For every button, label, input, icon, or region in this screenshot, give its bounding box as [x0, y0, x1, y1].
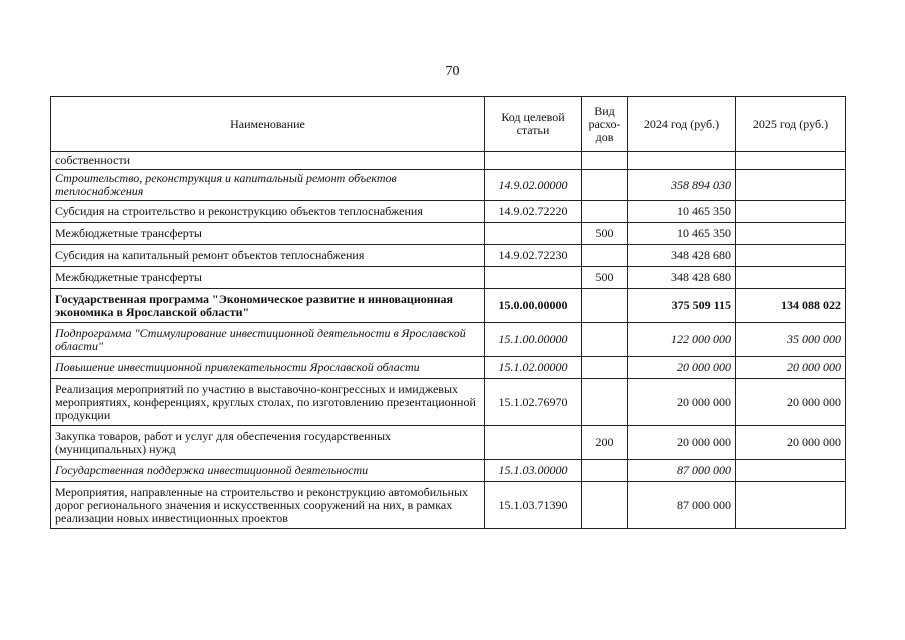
cell-kind [582, 152, 628, 170]
cell-code: 15.1.00.00000 [485, 323, 582, 357]
cell-name: Межбюджетные трансферты [51, 267, 485, 289]
cell-2024: 87 000 000 [628, 482, 736, 529]
cell-2025 [736, 482, 846, 529]
cell-kind: 500 [582, 267, 628, 289]
table-row [51, 170, 846, 201]
cell-name: Мероприятия, направленные на строительство и реконструкцию автомобильных дорог регионального значения и искусственных сооружений на них, в рамках реализации новых инвестиционных проектов [51, 482, 485, 529]
cell-code [485, 426, 582, 460]
cell-2025 [736, 245, 846, 267]
cell-name: собственности [51, 152, 485, 170]
cell-name: Повышение инвестиционной привлекательности Ярославской области [51, 357, 485, 379]
cell-name: Государственная поддержка инвестиционной деятельности [51, 460, 485, 482]
cell-kind [582, 170, 628, 201]
cell-code: 15.1.02.76970 [485, 379, 582, 426]
cell-2025 [736, 460, 846, 482]
table-row [51, 245, 846, 267]
cell-name: Государственная программа "Экономическое развитие и инновационная экономика в Ярославской области" [51, 289, 485, 323]
header-2024: 2024 год (руб.) [628, 97, 736, 152]
cell-2025 [736, 170, 846, 201]
cell-2025: 35 000 000 [736, 323, 846, 357]
cell-2025 [736, 201, 846, 223]
cell-name: Межбюджетные трансферты [51, 223, 485, 245]
cell-kind [582, 245, 628, 267]
cell-kind [582, 289, 628, 323]
header-2025: 2025 год (руб.) [736, 97, 846, 152]
table-row [51, 460, 846, 482]
cell-code [485, 267, 582, 289]
cell-code: 14.9.02.72230 [485, 245, 582, 267]
cell-2025 [736, 223, 846, 245]
table-row [51, 267, 846, 289]
cell-name: Строительство, реконструкция и капитальный ремонт объектов теплоснабжения [51, 170, 485, 201]
cell-kind: 500 [582, 223, 628, 245]
cell-2024: 10 465 350 [628, 201, 736, 223]
cell-2025: 20 000 000 [736, 357, 846, 379]
cell-kind [582, 379, 628, 426]
cell-2024: 20 000 000 [628, 426, 736, 460]
header-name: Наименование [51, 97, 485, 152]
cell-code: 14.9.02.72220 [485, 201, 582, 223]
cell-name: Субсидия на капитальный ремонт объектов теплоснабжения [51, 245, 485, 267]
cell-2025 [736, 152, 846, 170]
cell-name: Закупка товаров, работ и услуг для обеспечения государственных (муниципальных) нужд [51, 426, 485, 460]
cell-code: 15.1.03.71390 [485, 482, 582, 529]
cell-2025: 20 000 000 [736, 379, 846, 426]
cell-code [485, 223, 582, 245]
table-row [51, 482, 846, 529]
cell-name: Реализация мероприятий по участию в выставочно-конгрессных и имиджевых мероприятиях, конференциях, круглых столах, по изготовлению презентационной продукции [51, 379, 485, 426]
cell-2024: 358 894 030 [628, 170, 736, 201]
cell-2024: 20 000 000 [628, 357, 736, 379]
cell-code [485, 152, 582, 170]
cell-2024: 122 000 000 [628, 323, 736, 357]
budget-table [50, 96, 846, 529]
table-row [51, 357, 846, 379]
table-row [51, 201, 846, 223]
cell-code: 14.9.02.00000 [485, 170, 582, 201]
table-header-row [51, 97, 846, 152]
cell-2024: 348 428 680 [628, 267, 736, 289]
table-row [51, 223, 846, 245]
cell-2024: 10 465 350 [628, 223, 736, 245]
cell-2024: 20 000 000 [628, 379, 736, 426]
cell-code: 15.1.03.00000 [485, 460, 582, 482]
header-kind: Вид расхо-дов [582, 97, 628, 152]
cell-kind [582, 357, 628, 379]
cell-name: Подпрограмма "Стимулирование инвестиционной деятельности в Ярославской области" [51, 323, 485, 357]
cell-kind: 200 [582, 426, 628, 460]
cell-2025: 134 088 022 [736, 289, 846, 323]
cell-2025 [736, 267, 846, 289]
table-row [51, 152, 846, 170]
page-number: 70 [445, 64, 460, 79]
cell-kind [582, 460, 628, 482]
cell-name: Субсидия на строительство и реконструкцию объектов теплоснабжения [51, 201, 485, 223]
table-row [51, 379, 846, 426]
table-row [51, 289, 846, 323]
header-code: Код целевой статьи [485, 97, 582, 152]
cell-kind [582, 482, 628, 529]
cell-2025: 20 000 000 [736, 426, 846, 460]
table-row [51, 323, 846, 357]
cell-2024 [628, 152, 736, 170]
cell-2024: 375 509 115 [628, 289, 736, 323]
cell-2024: 87 000 000 [628, 460, 736, 482]
cell-code: 15.1.02.00000 [485, 357, 582, 379]
cell-code: 15.0.00.00000 [485, 289, 582, 323]
cell-kind [582, 201, 628, 223]
table-row [51, 426, 846, 460]
cell-2024: 348 428 680 [628, 245, 736, 267]
cell-kind [582, 323, 628, 357]
